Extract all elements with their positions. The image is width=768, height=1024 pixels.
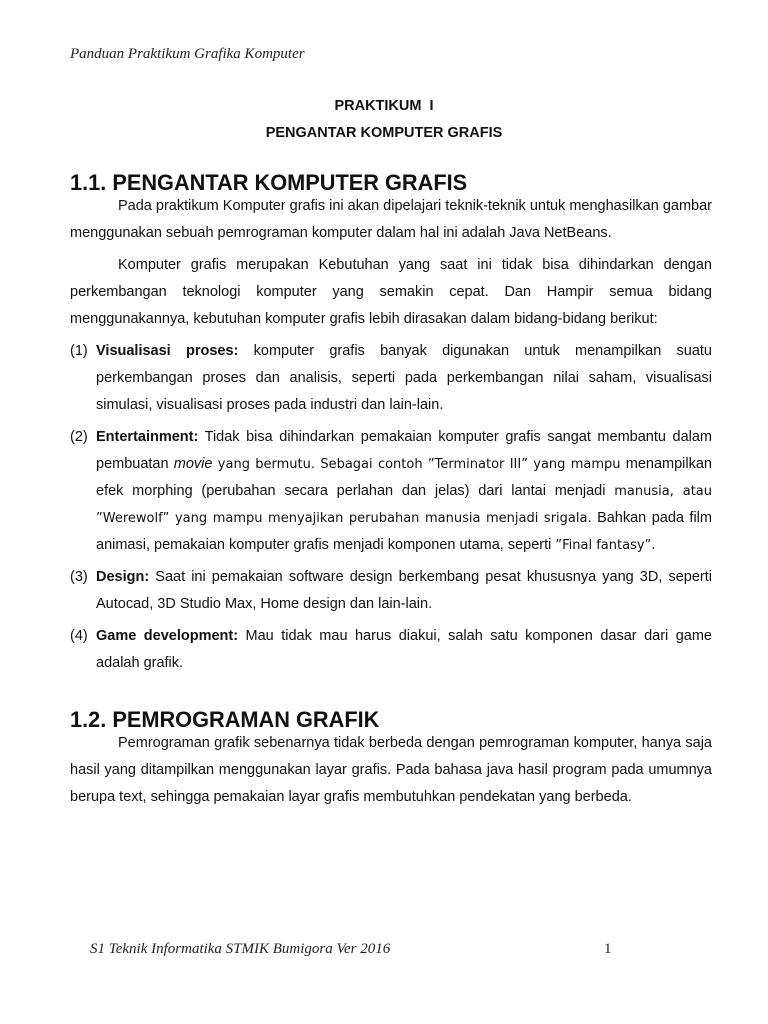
section-1-1-paragraph-2: Komputer grafis merupakan Kebutuhan yang saat ini tidak bisa dihindarkan dengan perkembangan teknologi komputer yang semakin cepat. Dan Hampir semua bidang menggunakannya, kebutuhan komputer grafis lebih dirasakan dalam bidang-bidang berikut: [70,257,712,327]
list-item-number: (4) [70,628,88,644]
list-item-text-alt: ”Final fantasy”. [555,538,656,553]
section-heading-1-1: 1.1. PENGANTAR KOMPUTER GRAFIS [70,170,468,195]
section-spacer [70,682,712,709]
list-item-text-alt: manusia, atau ”Werewolf” yang mampu menyajikan perubahan manusia menjadi srigala. [96,484,712,526]
running-footer: S1 Teknik Informatika STMIK Bumigora Ver 2016 [90,941,391,957]
list-item-text: Tidak bisa dihindarkan pemakaian komputer grafis sangat membantu dalam pembuatan [96,429,712,472]
chapter-title-line-2: PENGANTAR KOMPUTER GRAFIS [265,125,503,141]
list-item [70,424,712,559]
list-item-emphasis: movie [173,456,213,472]
list-item-text: Saat ini pemakaian software design berkembang pesat khususnya yang 3D, seperti Autocad, 3D Studio Max, Home design dan lain-lain. [96,569,712,612]
list-item-text: menampilkan efek morphing (perubahan secara perlahan dan jelas) dari lantai menjadi [96,456,712,499]
list-item-heading: Visualisasi proses: [96,343,239,359]
section-1-2-paragraph-1: Pemrograman grafik sebenarnya tidak berbeda dengan pemrograman komputer, hanya saja hasil yang ditampilkan menggunakan layar grafis. Pada bahasa java hasil program pada umumnya berupa text, sehingga pemakaian layar grafis membutuhkan pendekatan yang berbeda. [70,735,712,805]
list-item-text: Bahkan pada film animasi, pemakaian komputer grafis menjadi komponen utama, seperti [96,510,712,553]
list-item-number: (1) [70,343,88,359]
section-heading-1-2: 1.2. PEMROGRAMAN GRAFIK [70,707,380,732]
list-item [70,564,712,618]
list-item-text: komputer grafis banyak digunakan untuk menampilkan suatu perkembangan proses dan analisis, seperti pada perkembangan nilai saham, visualisasi simulasi, visualisasi proses pada industri dan lain-lain. [96,343,712,413]
list-item [70,623,712,677]
list-item-heading: Entertainment: [96,429,199,445]
list-item-number: (2) [70,429,88,445]
list-item-text: Mau tidak mau harus diakui, salah satu komponen dasar dari game adalah grafik. [96,628,712,671]
application-list [70,338,712,677]
chapter-title [0,93,768,147]
section-1-1-paragraph-1: Pada praktikum Komputer grafis ini akan dipelajari teknik-teknik untuk menghasilkan gambar menggunakan sebuah pemrograman komputer dalam hal ini adalah Java NetBeans. [70,198,712,241]
chapter-title-line-1: PRAKTIKUM I [334,98,434,114]
list-item-number: (3) [70,569,88,585]
running-header: Panduan Praktikum Grafika Komputer [70,46,305,62]
list-item-heading: Game development: [96,628,239,644]
list-item [70,338,712,419]
list-item-text-alt: yang bermutu. Sebagai contoh ”Terminator III” yang mampu [212,457,621,472]
page-number: 1 [604,941,612,957]
list-item-heading: Design: [96,569,150,585]
page-content [70,172,712,816]
